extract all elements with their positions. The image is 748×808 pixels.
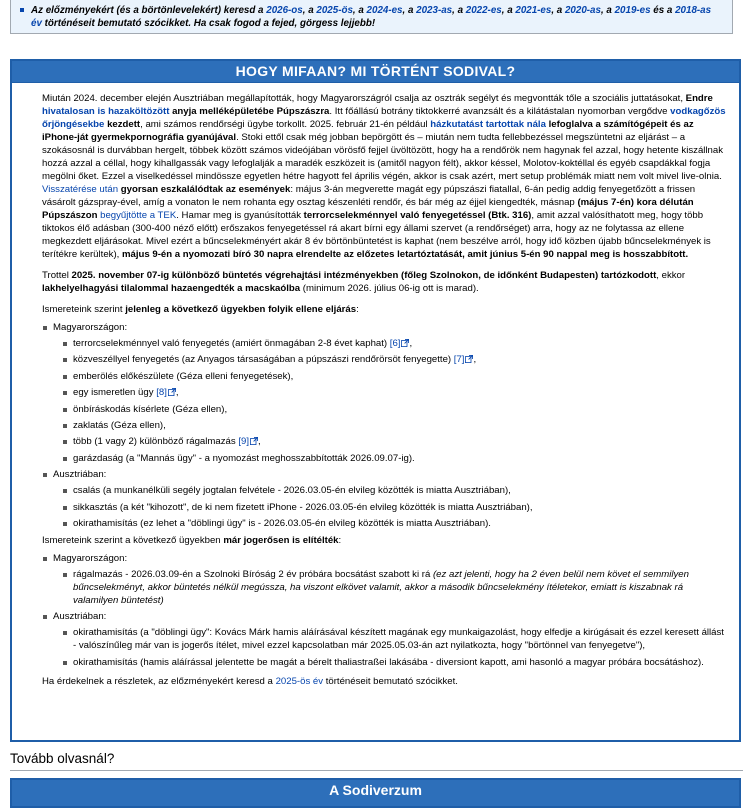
list-item: közveszéllyel fenyegetés (az Anyagos társaságában a púpszászi rendőrörsöt fenyegette) [7] , [62,353,727,366]
external-link-icon [250,437,258,445]
summary-paragraph: Miután 2024. december elején Ausztriában megállapították, hogy Magyarországról csalja az osztrák segélyt és megvontták tőle a szociális juttatásokat, Endre hivatalosan is hazaköltözött anyja melléképületébe Púpszászra. Itt főállású botrány tiktokkerré avanzsált és a kilátástalan nyomorban vergődve vodkagőzös őrjöngésekbe kezdett, ami számos rendőrségi ügybe torkollt. 2025. február 21-én például házkutatást tartottak nála lefoglalva a számítógépeit és az iPhone-ját gyermekpornográfia gyanújával. Stoki ettől csak még jobban bepörgött és – miután nem tudta fellebbezéssel megszüntetni az eljárást – a szokásosnál is durvábban hergelt, többek között számos videójában vörösfő fejjel üvöltözött, hogy ha a rendőrök nem hagynak fel azzal, hogy hetente kiszállnak hozzá azzal a céllal, hogy kihallgassák vagy lefoglalják a maradék eszközeit is (amitől nagyon félt), akkor késsel, Molotov-koktéllal és egyéb csapdákkal fogja megölni őket. Ezzel a viselkedéssel mindössze egyetlen hétre hagyott fel április végén, akkor is csak azért, mert setup problémák miatt nem volt mivel live-olnia. Visszatérése után gyorsan eszkalálódtak az események: május 3-án megverette magát egy púpszászi fiatallal, 6-án pedig addig fenyegetőzött a frissen vásárolt gázspray-ével, amíg a vonaton le nem rohanta egy osztag készenléti rendőr, és bár még az éjjel kiengedték, másnap (május 7-én) kora délután Púpszászon begyűjtötte a TEK. Hamar meg is gyanúsították terrorcselekménnyel való fenyegetéssel (Btk. 316), amit azzal valósíthatott meg, hogy több tiktokos élő adásban (300-400 néző előtt) erőszakos fenyegetéssel rá akart bírni egy állami szervet (a rendőrséget) arra, hogy az ne folytassa az ellene megkezdett eljárásokat. Mivel ezért a bűncselekményért akár 8 év börtönbüntetést is kaphat (nem beszélve arról, hogy idő közben újabb bűncselekmények is terítékre kerültek), május 9-én a nyomozati bíró 30 napra elrendelte az előzetes letartóztatását, amit június 5-én 90 nappal meg is hosszabbított. [42,93,726,260]
list-item: Ausztriában: csalás (a munkanélküli segély jogtalan felvétele - 2026.03.05-én elvileg közötték is miatta Ausztriában), sikkasztás (a két "kihozott", de ki nem fizetett iPhone - 2026.03.05-én elvileg közötték is miatta Ausztriában), okirathamisítás (ez lehet a "döblingi ügy" is - 2026.03.05-én elvileg közötték is miatta Ausztriában). [42,468,727,530]
list-item: okirathamisítás (hamis aláírással jelentette be magát a bérelt thaliastraßei lakásába - diversiont kapott, ami hasonló a magyar próbára bocsátáshoz). [62,656,727,669]
section-title: HOGY MIFAAN? MI TÖRTÉNT SODIVAL? [12,61,739,83]
square-bullet-icon [20,8,24,12]
year-link-2019[interactable]: 2019-es [614,5,651,16]
list-item: Magyarországon: terrorcselekménnyel való fenyegetés (amiért önmagában 2-8 évet kaphat) [6] , közveszéllyel fenyegetés (az Anyagos társaságában a púpszászi rendőrörsöt fenyegette) [7] , emberölés előkészülete (Géza elleni fenyegetések), egy ismeretlen ügy [8] , önbíráskodás kísérlete (Géza ellen), zaklatás (Géza ellen), több (1 vagy 2) különböző rágalmazás [9] , garázdaság (a "Mannás ügy" - a nyomozást meghosszabbították 2026.09.07-ig). [42,321,727,465]
list-item: okirathamisítás (a "döblingi ügy": Kovács Márk hamis aláírásával készített magának egy munkaigazolást, hogy elfedje a kirúgásait és ezzel keresett állást - valószínűleg már van is jogerős ítélet, mivel ezzel kapcsolatban már 2025.05.03-án azt nyilatkozta, hogy "börtönnel van fenyegetve"), [62,626,727,652]
tek-arrest-link[interactable]: begyűjtötte a TEK [100,210,177,221]
pending-austria-list [62,484,727,530]
ref-link[interactable]: [8] [156,387,167,399]
ref-link[interactable]: [6] [389,338,401,349]
year-link-2026[interactable]: 2026-os [266,5,303,16]
top-notice-suffix: történéseit bemutató szócikket. Ha csak fogod a fejed, görgess lejjebb! [44,18,376,29]
external-link-icon [168,388,176,396]
pending-cases-list [42,321,727,530]
year-link-2020[interactable]: 2020-as [564,5,601,16]
external-link-icon [401,339,409,347]
divider [10,770,743,771]
list-item: okirathamisítás (ez lehet a "döblingi ügy" is - 2026.03.05-én elvileg közötték is miatta Ausztriában). [62,517,727,530]
house-search-link[interactable]: házkutatást tartottak nála [430,119,546,130]
return-link[interactable]: Visszatérése után [42,184,119,195]
list-item: terrorcselekménnyel való fenyegetés (amiért önmagában 2-8 évet kaphat) [6] , [62,337,727,350]
moved-home-link[interactable]: hivatalosan is hazaköltözött [42,106,170,117]
details-paragraph: Ha érdekelnek a részletek, az előzményekért keresd a 2025-ös év történéseit bemutató szócikket. [42,675,458,687]
top-notice-box: Az előzményekért (és a börtönlevelekért) keresd a 2026-os, a 2025-ös, a 2024-es, a 2023-as, a 2022-es, a 2021-es, a 2020-as, a 2019-es és a 2018-as év történéseit bemutató szócikket. Ha csak fogod a fejed, görgess lejjebb! [10,0,733,34]
convicted-cases-list [42,552,727,669]
year-link-2021[interactable]: 2021-es [515,5,552,16]
list-item: Magyarországon: rágalmazás - 2026.03.09-én a Szolnoki Bíróság 2 év próbára bocsátást szabott ki rá (ez azt jelenti, hogy ha 2 éven belül nem követ el semmilyen bűncselekményt, akkor büntetés nélkül megússza, ha viszont elkövet valamit, akkor a második bűncselekmény ítéletekor, emiatt is kiszabnak rá valamilyen büntetést) [42,552,727,607]
sodiverzum-header: A Sodiverzum [10,778,741,808]
year-2025-link[interactable]: 2025-ös év [275,675,324,687]
sodi-status-box [10,59,741,742]
release-paragraph: Trottel 2025. november 07-ig különböző büntetés végrehajtási intézményekben (főleg Szolnokon, de időnként Budapesten) tartózkodott, ekkor lakhelyelhagyási tilalommal hazaengedték a macskaólba (minimum 2026. július 06-ig ott is marad). [42,270,686,294]
rampage-link[interactable]: vodkagőzös őrjöngésekbe [42,106,726,130]
ref-link[interactable]: [7] [453,354,465,366]
pending-hungary-list [62,337,727,465]
pending-intro: Ismereteink szerint jelenleg a következő ügyekben folyik ellene eljárás: [42,304,359,315]
convicted-hungary-list [62,568,727,607]
year-link-2022[interactable]: 2022-es [465,5,502,16]
year-link-2024[interactable]: 2024-es [366,5,403,16]
list-item: csalás (a munkanélküli segély jogtalan felvétele - 2026.03.05-én elvileg közötték is miatta Ausztriában), [62,484,727,497]
list-item: több (1 vagy 2) különböző rágalmazás [9] , [62,435,727,448]
year-link-2025[interactable]: 2025-ös [316,5,353,16]
convicted-austria-list [62,626,727,668]
top-notice-prefix: Az előzményekért (és a börtönlevelekért) keresd a [31,5,264,16]
external-link-icon [465,355,473,363]
section-content [12,83,739,688]
list-item: sikkasztás (a két "kihozott", de ki nem fizetett iPhone - 2026.03.05-én elvileg közötték is miatta Ausztriában), [62,501,727,514]
read-more-heading: Tovább olvasnál? [10,751,115,766]
year-link-2018[interactable]: 2018-as év [31,5,712,29]
list-item: Ausztriában: okirathamisítás (a "döblingi ügy": Kovács Márk hamis aláírásával készített magának egy munkaigazolást, hogy elfedje a kirúgásait és ezzel keresett állást - valószínűleg már van is jogerős ítélet, mivel ezzel kapcsolatban már 2025.05.03-án azt nyilatkozta, hogy "börtönnel van fenyegetve"), okirathamisítás (hamis aláírással jelentette be magát a bérelt thaliastraßei lakásába - diversiont kapott, ami hasonló a magyar próbára bocsátáshoz). [42,610,727,668]
list-item: egy ismeretlen ügy [8] , [62,386,727,399]
year-link-2023[interactable]: 2023-as [416,5,453,16]
ref-link[interactable]: [9] [238,436,249,448]
convicted-intro: Ismereteink szerint a következő ügyekben már jogerősen is elítélték: [42,534,342,546]
list-item: zaklatás (Géza ellen), [62,419,727,432]
list-item: garázdaság (a "Mannás ügy" - a nyomozást meghosszabbították 2026.09.07-ig). [62,452,727,465]
list-item: rágalmazás - 2026.03.09-én a Szolnoki Bíróság 2 év próbára bocsátást szabott ki rá (ez azt jelenti, hogy ha 2 éven belül nem követ el semmilyen bűncselekményt, akkor büntetés nélkül megússza, ha viszont elkövet valamit, akkor a második bűncselekmény ítéletekor, emiatt is kiszabnak rá valamilyen büntetést) [62,568,727,607]
list-item: emberölés előkészülete (Géza elleni fenyegetések), [62,370,727,383]
list-item: önbíráskodás kísérlete (Géza ellen), [62,403,727,416]
